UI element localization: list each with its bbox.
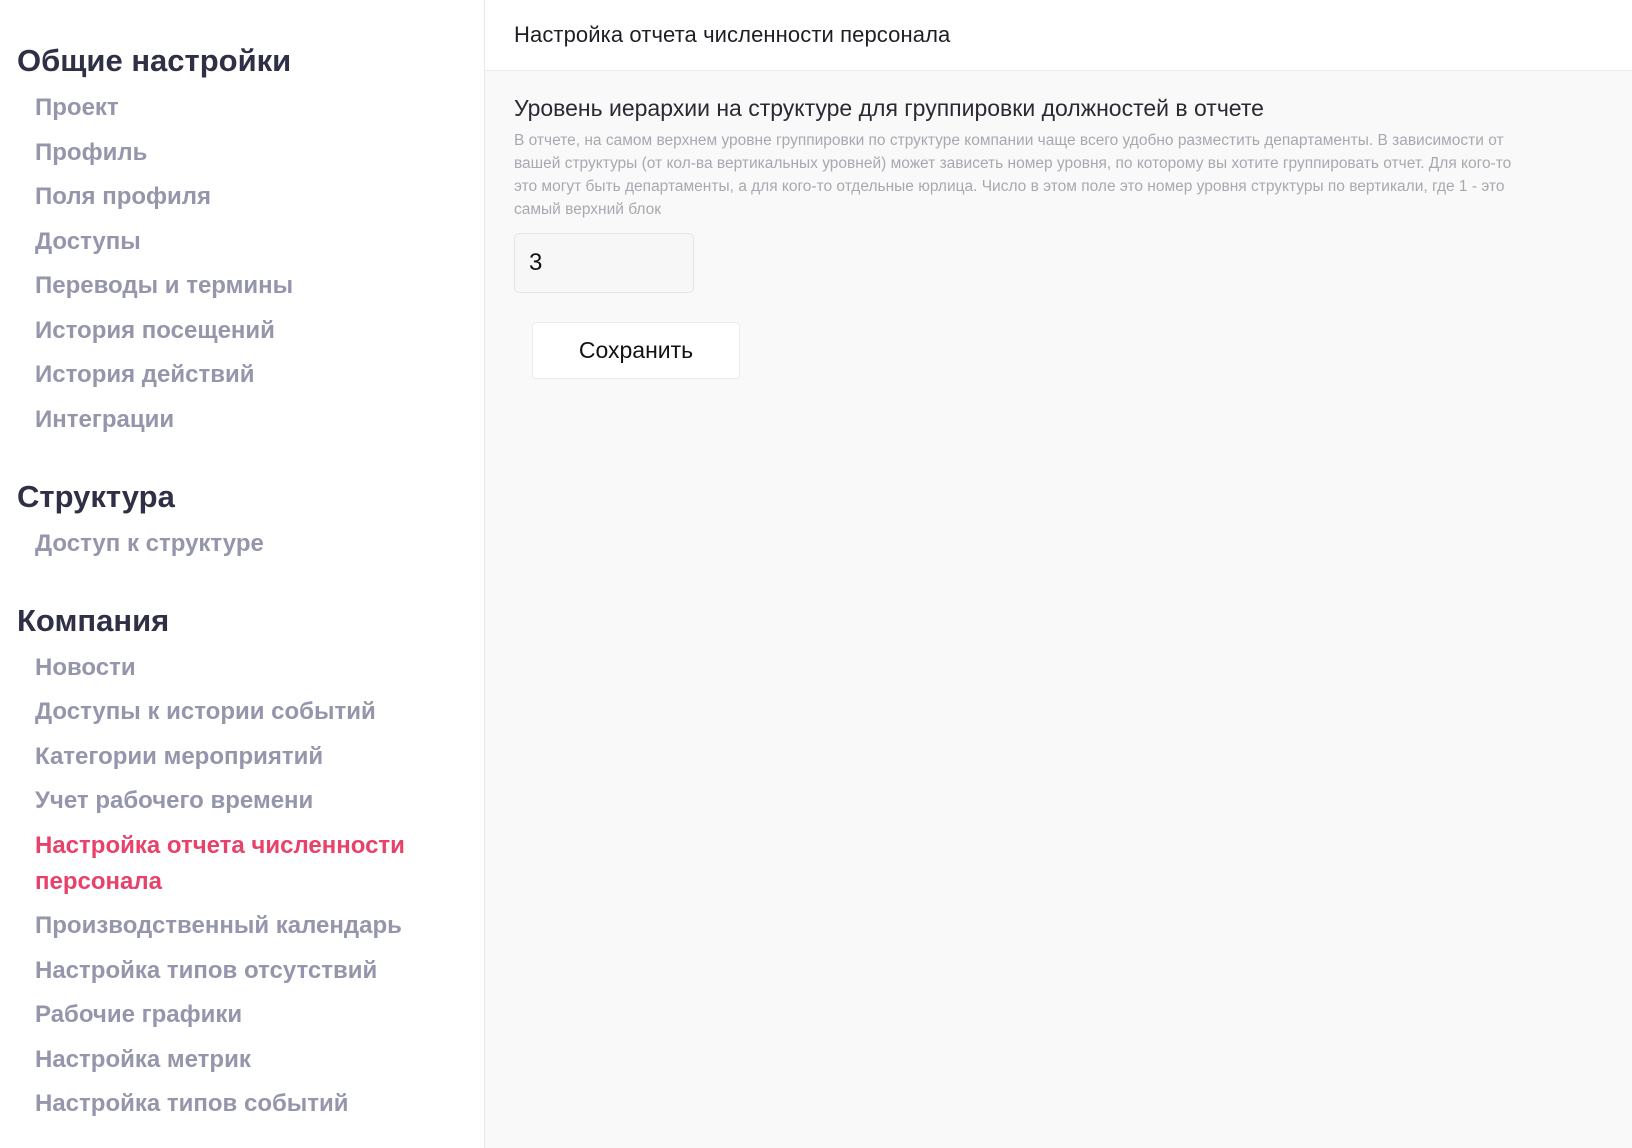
sidebar-section-company bbox=[17, 600, 484, 1123]
sidebar-item-profile[interactable]: Профиль bbox=[35, 138, 148, 166]
sidebar-item-event-history-access[interactable]: Доступы к истории событий bbox=[35, 698, 376, 725]
field-label: Уровень иерархии на структуре для группировки должностей в отчете bbox=[514, 95, 1264, 121]
sidebar-item-news[interactable]: Новости bbox=[35, 653, 136, 681]
section-title: Структура bbox=[17, 478, 175, 514]
field-help-text: В отчете, на самом верхнем уровне группировки по структуре компании чаще всего удобно разместить департаменты. В зависимости от вашей структуры (от кол-ва вертикальных уровней) может зависеть номер уровня, по которому вы хотите группировать отчет. Для кого-то это могут быть департаменты, а для кого-то отдельные юрлица. Число в этом поле это номер уровня структуры по вертикали, где 1 - это самый верхний блок bbox=[514, 132, 1512, 218]
section-title: Общие настройки bbox=[17, 43, 292, 78]
sidebar-item-translations[interactable]: Переводы и термины bbox=[35, 272, 294, 299]
sidebar-section-structure bbox=[17, 476, 484, 562]
sidebar-item-headcount-report[interactable]: Настройка отчета численности персонала bbox=[35, 831, 405, 895]
sidebar-item-structure-access[interactable]: Доступ к структуре bbox=[35, 529, 264, 557]
nav-list bbox=[17, 650, 484, 1123]
sidebar-item-event-categories[interactable]: Категории мероприятий bbox=[35, 742, 324, 770]
sidebar-item-production-calendar[interactable]: Производственный календарь bbox=[35, 912, 402, 939]
sidebar-item-visit-history[interactable]: История посещений bbox=[35, 316, 275, 344]
sidebar-item-absence-types[interactable]: Настройка типов отсутствий bbox=[35, 956, 378, 984]
sidebar-item-time-tracking[interactable]: Учет рабочего времени bbox=[35, 787, 314, 814]
main-content bbox=[485, 0, 1632, 1148]
sidebar-item-access[interactable]: Доступы bbox=[35, 227, 141, 255]
sidebar-section-general bbox=[17, 40, 484, 438]
page-title: Настройка отчета численности персонала bbox=[514, 22, 951, 47]
sidebar-item-action-history[interactable]: История действий bbox=[35, 361, 255, 388]
sidebar-item-project[interactable]: Проект bbox=[35, 94, 119, 121]
page-header bbox=[485, 0, 1632, 71]
settings-sidebar bbox=[0, 0, 485, 1148]
section-title: Компания bbox=[17, 602, 170, 638]
nav-list bbox=[17, 526, 484, 562]
save-button[interactable]: Сохранить bbox=[532, 322, 740, 379]
sidebar-item-profile-fields[interactable]: Поля профиля bbox=[35, 183, 212, 210]
hierarchy-level-input[interactable] bbox=[514, 233, 694, 293]
nav-list bbox=[17, 90, 484, 438]
settings-form bbox=[485, 71, 1632, 379]
sidebar-item-event-types[interactable]: Настройка типов событий bbox=[35, 1090, 349, 1117]
sidebar-item-integrations[interactable]: Интеграции bbox=[35, 405, 175, 433]
sidebar-item-metrics[interactable]: Настройка метрик bbox=[35, 1045, 251, 1073]
sidebar-item-work-schedules[interactable]: Рабочие графики bbox=[35, 1001, 243, 1028]
